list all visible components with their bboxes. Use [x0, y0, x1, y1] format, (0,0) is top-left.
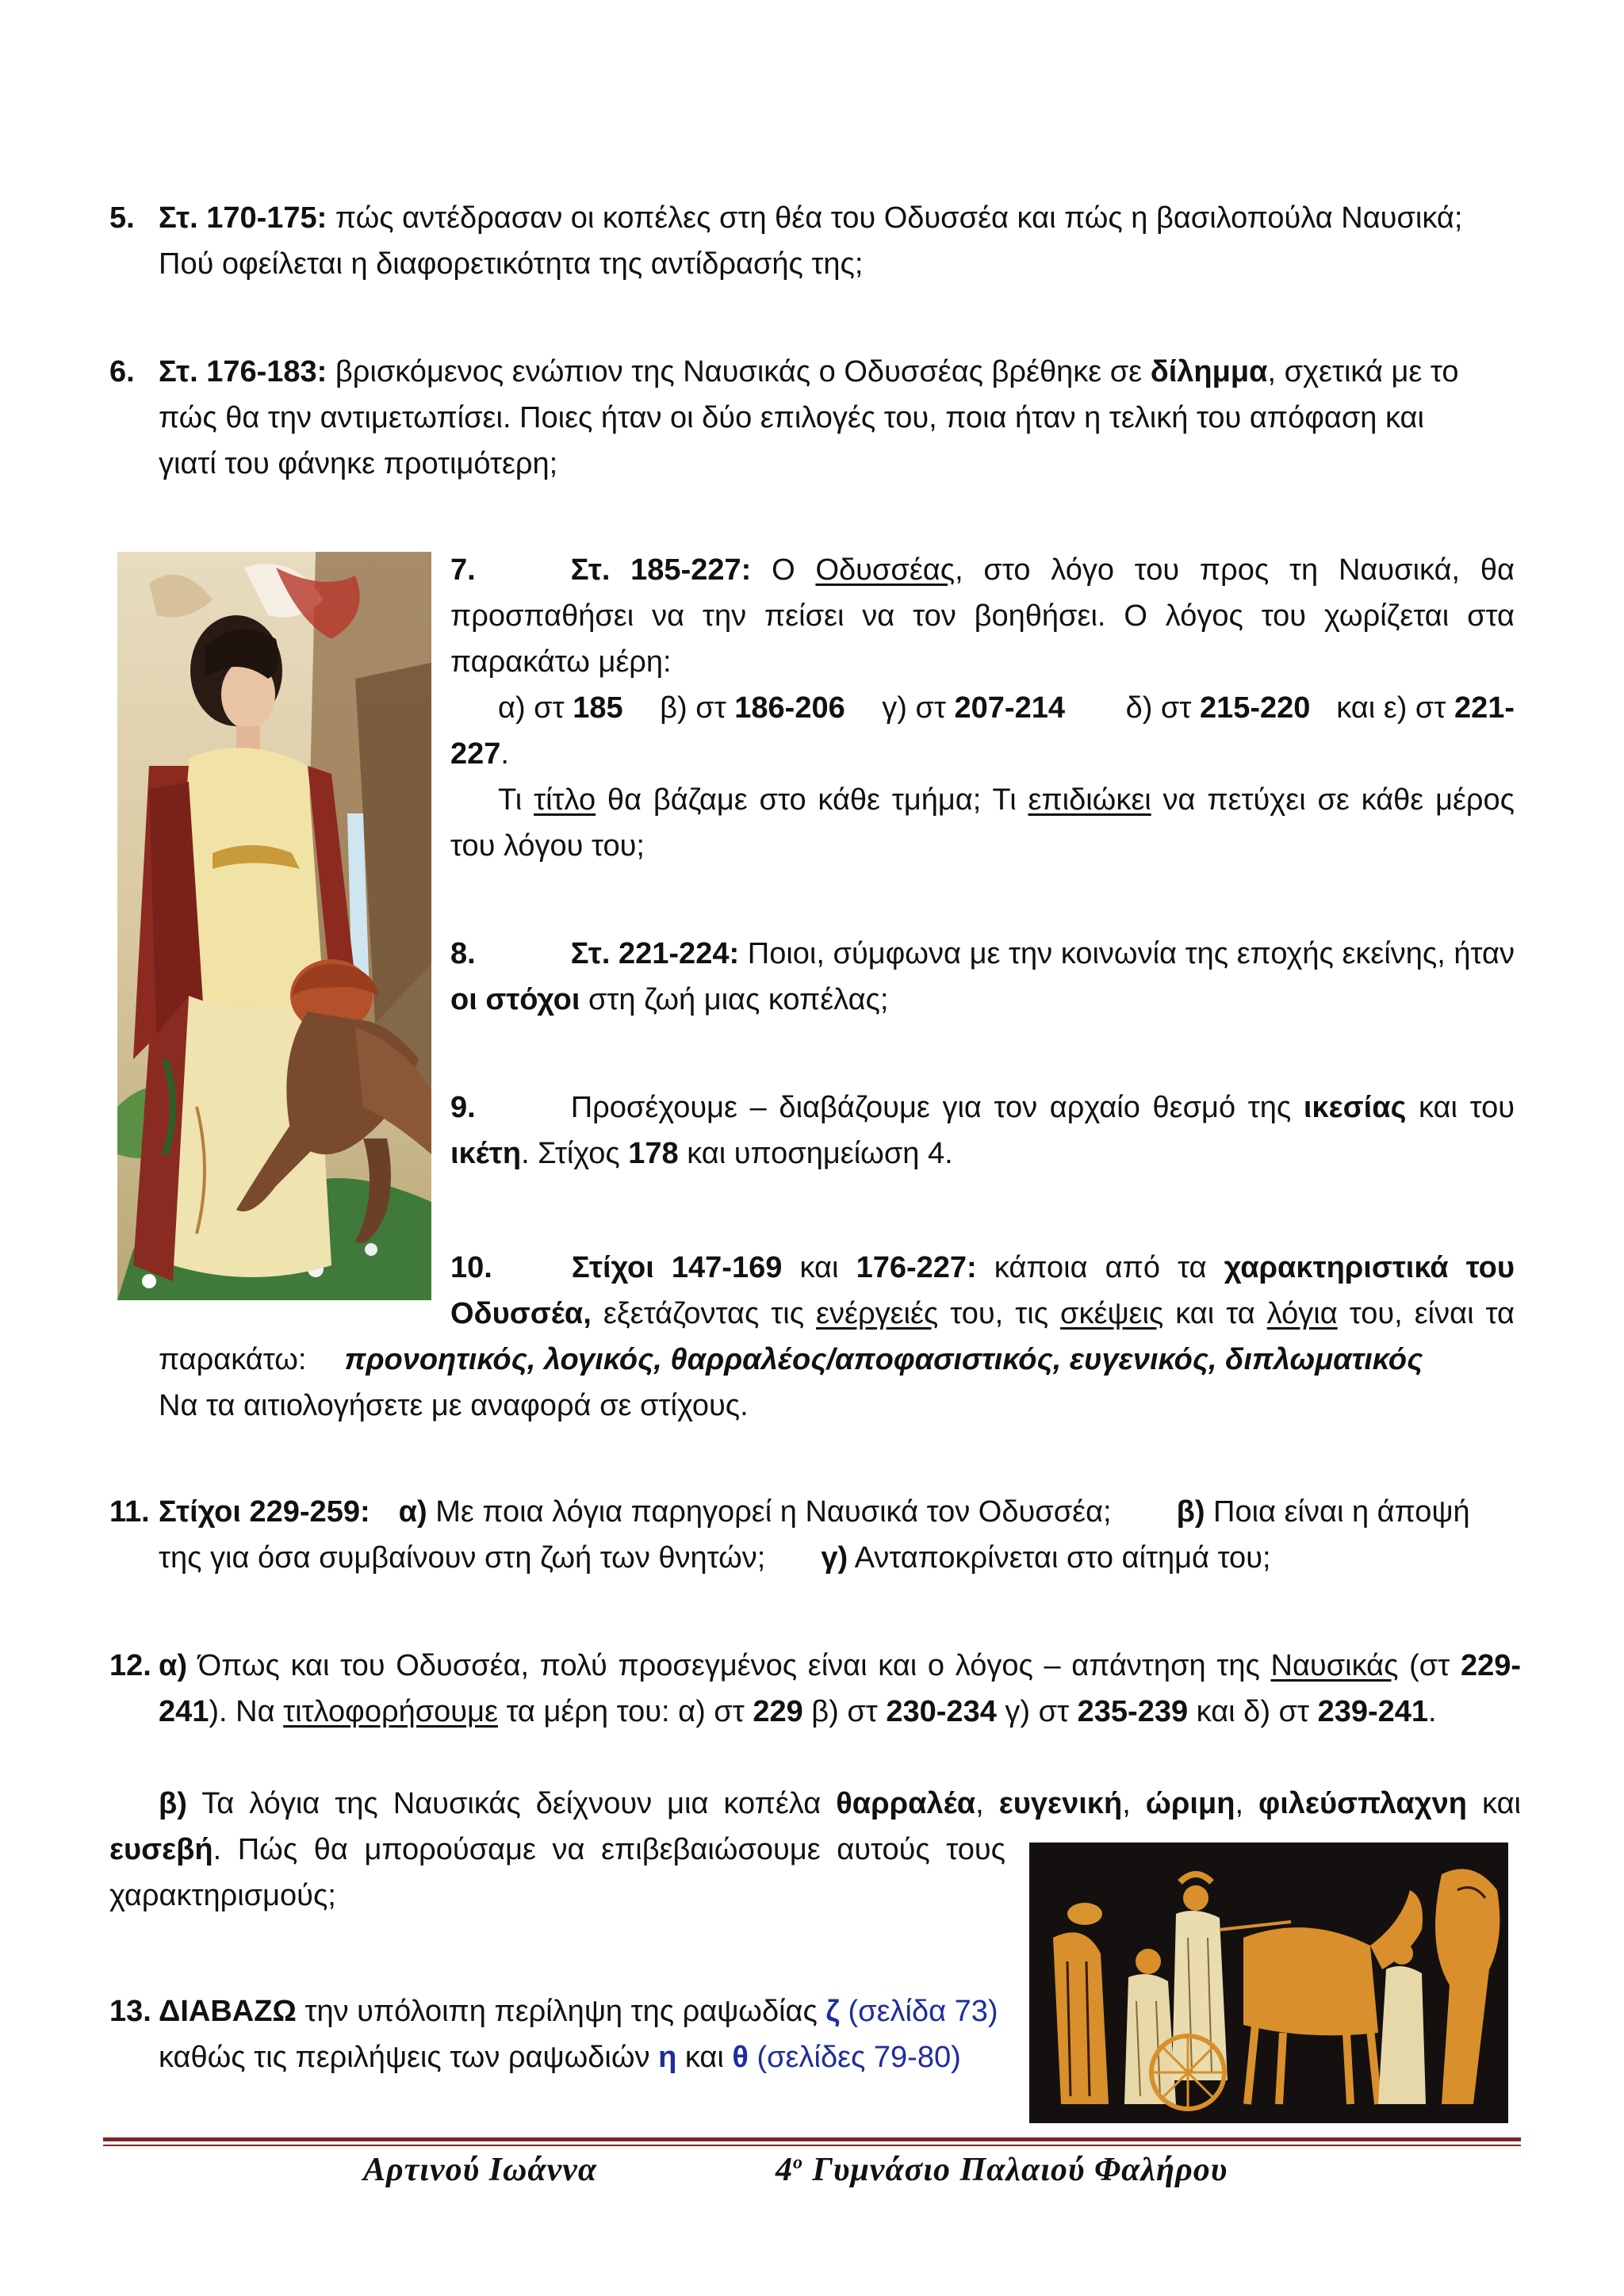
- underlined-term: σκέψεις: [1060, 1297, 1164, 1330]
- question-text: και του: [1406, 1091, 1515, 1124]
- underlined-term: Οδυσσέας: [815, 553, 956, 587]
- verse-reference: Στ. 221-224:: [570, 937, 740, 970]
- verse-reference: Στίχοι 229-259:: [159, 1495, 370, 1529]
- keyword: δίλημμα: [1150, 355, 1268, 388]
- verse-range: 239-241: [1317, 1695, 1429, 1728]
- question-7: [450, 547, 1515, 869]
- question-text: γιατί του φάνηκε προτιμότερη;: [159, 447, 558, 480]
- question-text: και: [782, 1251, 856, 1284]
- trait-list: προνοητικός, λογικός, θαρραλέος/αποφασιστικός, ευγενικός, διπλωματικός: [344, 1343, 1423, 1376]
- verse-reference: Στ. 176-183:: [159, 355, 327, 388]
- question-text: στη ζωή μιας κοπέλας;: [580, 983, 889, 1016]
- question-text: να πετύχει σε κάθε μέρος: [1151, 783, 1515, 817]
- question-number: 13.: [109, 1995, 151, 2028]
- question-text: εξετάζοντας τις: [591, 1297, 817, 1330]
- question-text: της για όσα συμβαίνουν στη ζωή των θνητών;: [159, 1541, 766, 1575]
- question-text: παρακάτω:: [159, 1343, 307, 1376]
- question-text: Τι: [498, 783, 534, 817]
- question-number: 12.: [109, 1649, 151, 1682]
- verse-range: 186-206: [734, 691, 845, 725]
- question-text: πώς θα την αντιμετωπίσει. Ποιες ήταν οι δύο επιλογές του, ποια ήταν η τελική του απόφαση και: [159, 401, 1424, 434]
- underlined-term: ενέργειές: [816, 1297, 939, 1330]
- question-text: Όπως και του Οδυσσέα, πολύ προσεγμένος είναι και ο λόγος – απάντηση της: [187, 1649, 1271, 1682]
- underlined-term: τίτλο: [534, 783, 596, 817]
- question-text: Με ποια λόγια παρηγορεί η Ναυσικά τον Οδυσσέα;: [427, 1495, 1112, 1529]
- subquestion-label: β): [159, 1787, 187, 1820]
- question-text: πώς αντέδρασαν οι κοπέλες στη θέα του Οδυσσέα και πώς η βασιλοπούλα Ναυσικά;: [327, 201, 1463, 235]
- question-text: (στ: [1398, 1649, 1461, 1682]
- question-text: Πού οφείλεται η διαφορετικότητα της αντίδρασής της;: [159, 247, 864, 281]
- question-text: και δ) στ: [1188, 1695, 1318, 1728]
- question-10: [450, 1245, 1515, 1337]
- question-number: 8.: [450, 937, 476, 970]
- footer-rule-thin: [103, 2145, 1521, 2146]
- keyword: ΔΙΑΒΑΖΩ: [159, 1995, 297, 2028]
- question-text: καθώς τις περιλήψεις των ραψωδιών: [159, 2041, 659, 2074]
- part-label: και ε) στ: [1336, 691, 1454, 725]
- question-9: [450, 1085, 1515, 1177]
- question-text: προσπαθήσει να την πείσει να τον βοηθήσει. Ο λόγος του χωρίζεται στα: [450, 599, 1515, 633]
- part-label: γ) στ: [882, 691, 955, 725]
- footer-school: [776, 2150, 1228, 2190]
- subquestion-label: β): [1176, 1495, 1205, 1529]
- question-text: Ανταποκρίνεται στο αίτημά του;: [848, 1541, 1271, 1575]
- verse-range: 185: [573, 691, 623, 725]
- question-text: β) στ: [802, 1695, 887, 1728]
- question-number: 6.: [109, 355, 135, 388]
- verse-range: 229-: [1460, 1649, 1521, 1682]
- footer-author: Αρτινού Ιωάννα: [363, 2152, 598, 2188]
- question-text: και: [1467, 1787, 1522, 1820]
- question-text: Να τα αιτιολογήσετε με αναφορά σε στίχους.: [159, 1389, 749, 1422]
- question-text: την υπόλοιπη περίληψη της ραψωδίας: [296, 1995, 826, 2028]
- question-number: 10.: [450, 1251, 492, 1284]
- vase-scene-art: [1029, 1843, 1508, 2123]
- question-text: Ποιοι, σύμφωνα με την κοινωνία της εποχής εκείνης, ήταν: [739, 937, 1515, 970]
- verse-range: 230-234: [886, 1695, 997, 1728]
- rhapsody-letter: ζ: [825, 1995, 840, 2028]
- keyword: ώριμη: [1145, 1787, 1235, 1820]
- question-text: , σχετικά με το: [1267, 355, 1459, 388]
- greek-vase-illustration: [1029, 1843, 1508, 2123]
- question-text: παρακάτω μέρη:: [450, 645, 672, 679]
- verse-reference: 176-227:: [856, 1251, 977, 1284]
- verse-range: 207-214: [954, 691, 1065, 725]
- question-text: . Πώς θα μπορούσαμε να επιβεβαιώσουμε αυτούς τους: [213, 1833, 1005, 1866]
- verse-range: 235-239: [1077, 1695, 1189, 1728]
- part-label: α) στ: [498, 691, 573, 725]
- question-11: [109, 1489, 1521, 1581]
- illustration-art: [117, 552, 431, 1300]
- verse-number: 178: [628, 1137, 679, 1170]
- footer-rule-thick: [103, 2137, 1521, 2141]
- keyword: ευσεβή: [109, 1833, 213, 1866]
- question-text: του, είναι τα: [1337, 1297, 1515, 1330]
- keyword: ικέτη: [450, 1137, 522, 1170]
- verse-range: 221-: [1454, 691, 1515, 725]
- punctuation: .: [500, 737, 509, 771]
- question-text: θα βάζαμε στο κάθε τμήμα; Τι: [596, 783, 1028, 817]
- part-label: β) στ: [660, 691, 735, 725]
- question-12: [109, 1643, 1521, 1735]
- verse-reference: Στ. 185-227:: [570, 553, 752, 587]
- question-number: 5.: [109, 201, 135, 235]
- punctuation: ,: [1235, 1787, 1259, 1820]
- school-number: 4: [776, 2152, 793, 2188]
- question-text: του, τις: [938, 1297, 1061, 1330]
- verse-reference: Στίχοι 147-169: [571, 1251, 783, 1284]
- verse-range: 215-220: [1199, 691, 1311, 725]
- keyword: οι στόχοι: [450, 983, 580, 1016]
- school-name: Γυμνάσιο Παλαιού Φαλήρου: [803, 2152, 1228, 2188]
- question-text: και υποσημείωση 4.: [678, 1137, 953, 1170]
- keyword: θαρραλέα: [836, 1787, 976, 1820]
- question-text: γ) στ: [996, 1695, 1078, 1728]
- rhapsody-letter: θ: [732, 2041, 749, 2074]
- rhapsody-letter: η: [658, 2041, 677, 2074]
- part-label: δ) στ: [1125, 691, 1200, 725]
- question-text: Προσέχουμε – διαβάζουμε για τον αρχαίο θεσμό της: [570, 1091, 1304, 1124]
- question-text: και τα: [1163, 1297, 1267, 1330]
- question-text: Ο: [751, 553, 816, 587]
- verse-reference: Στ. 170-175:: [159, 201, 327, 235]
- question-10-continued: [109, 1337, 1521, 1429]
- underlined-term: επιδιώκει: [1028, 783, 1151, 817]
- question-8: [450, 931, 1515, 1023]
- keyword: φιλεύσπλαχνη: [1258, 1787, 1468, 1820]
- page-reference: (σελίδα 73): [839, 1995, 998, 2028]
- question-number: 11.: [109, 1495, 150, 1529]
- subquestion-label: α): [159, 1649, 188, 1682]
- question-text: , στο λόγο του προς τη Ναυσικά, θα: [955, 553, 1515, 587]
- question-number: 9.: [450, 1091, 476, 1124]
- keyword: ικεσίας: [1303, 1091, 1407, 1124]
- question-text: . Στίχος: [521, 1137, 629, 1170]
- punctuation: ,: [975, 1787, 999, 1820]
- question-text: και: [676, 2041, 733, 2074]
- underlined-term: τιτλοφορήσουμε: [283, 1695, 498, 1728]
- question-text: κάποια από τα: [976, 1251, 1224, 1284]
- speech-parts: [450, 685, 1515, 731]
- subquestion-label: γ): [821, 1541, 848, 1575]
- keyword: ευγενική: [998, 1787, 1123, 1820]
- underlined-term: Ναυσικάς: [1270, 1649, 1399, 1682]
- question-13: [109, 1988, 1021, 2080]
- question-text: χαρακτηρισμούς;: [109, 1879, 336, 1912]
- question-text: βρισκόμενος ενώπιον της Ναυσικάς ο Οδυσσέας βρέθηκε σε: [327, 355, 1151, 388]
- punctuation: ,: [1122, 1787, 1146, 1820]
- verse-range: 227: [450, 737, 501, 771]
- keyword: Οδυσσέα,: [450, 1297, 592, 1330]
- question-text: Ποια είναι η άποψή: [1205, 1495, 1470, 1529]
- question-text: τα μέρη του: α) στ: [497, 1695, 753, 1728]
- nausicaa-odysseus-illustration: [117, 552, 431, 1300]
- punctuation: .: [1428, 1695, 1437, 1728]
- page-reference: (σελίδες 79-80): [748, 2041, 961, 2074]
- verse-range: 229: [753, 1695, 803, 1728]
- keyword: χαρακτηριστικά του: [1224, 1251, 1515, 1284]
- question-text: ). Να: [209, 1695, 284, 1728]
- verse-range: 241: [159, 1695, 209, 1728]
- question-text: Τα λόγια της Ναυσικάς δείχνουν μια κοπέλα: [186, 1787, 837, 1820]
- underlined-term: λόγια: [1266, 1297, 1338, 1330]
- question-5: [109, 195, 1521, 287]
- subquestion-label: α): [398, 1495, 427, 1529]
- ordinal-suffix: ο: [793, 2152, 803, 2173]
- question-text: του λόγου του;: [450, 829, 645, 863]
- question-number: 7.: [450, 553, 476, 587]
- question-6: [109, 349, 1521, 487]
